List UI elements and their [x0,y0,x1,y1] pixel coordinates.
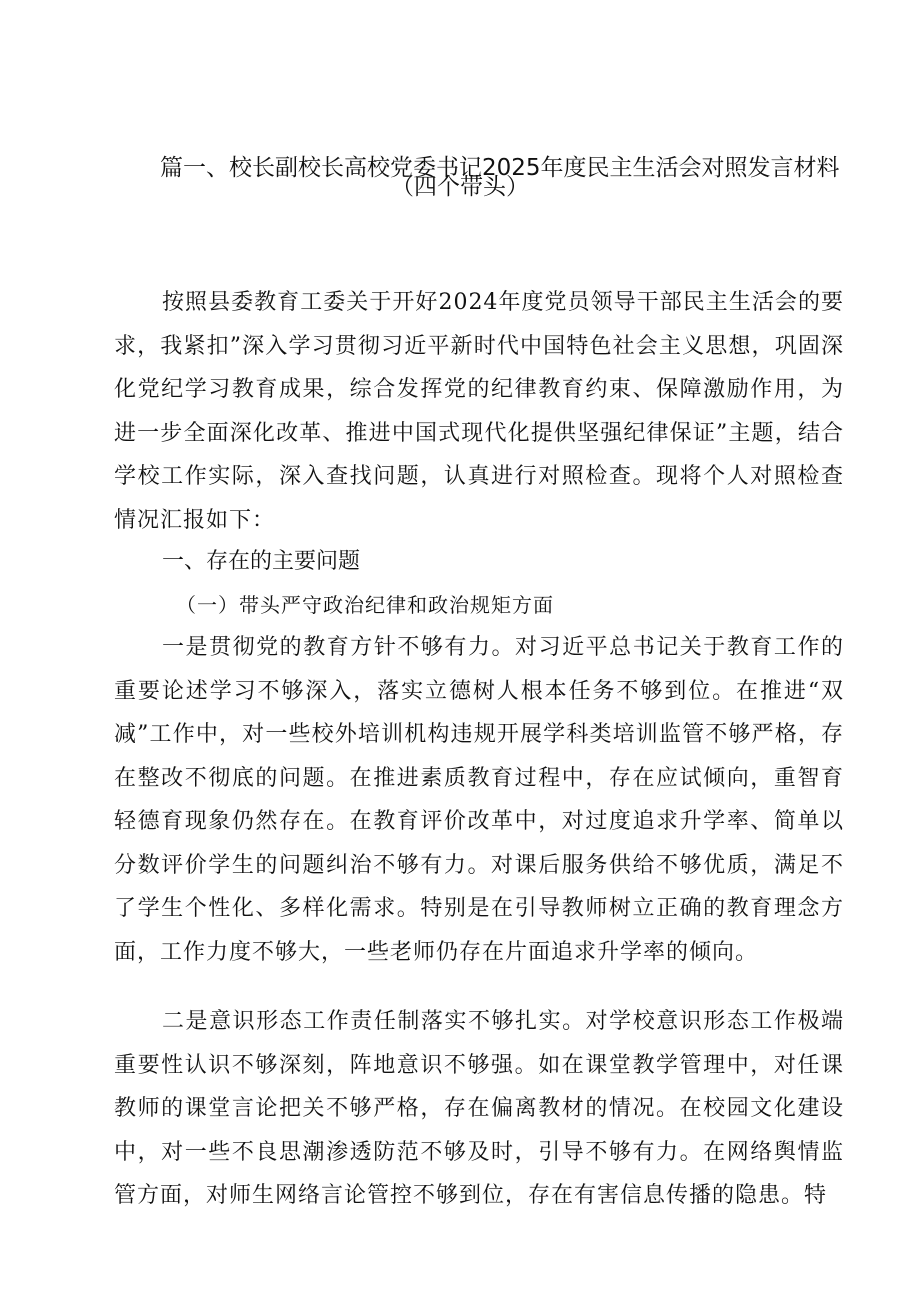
subsection-heading: （一）带头严守政治纪律和政治规矩方面 [176,593,554,617]
body-paragraph-2: 二是意识形态工作责任制落实不够扎实。对学校意识形态工作极端重要性认识不够深刻，阵地意识不够强。如在课堂教学管理中，对任课教师的课堂言论把关不够严格，存在偏离教材的情况。在校园文化建设中，对一些不良思潮渗透防范不够及时，引导不够有力。在网络舆情监管方面，对师生网络言论管控不够到位，存在有害信息传播的隐患。特 [114,1009,844,1208]
section-heading: 一、存在的主要问题 [162,549,361,574]
document-title-line1: 篇一、校长副校长高校党委书记2025年度民主生活会对照发言材料 [160,155,840,181]
document-title-line2: （四个带头） [391,174,529,200]
intro-paragraph: 按照县委教育工委关于开好2024年度党员领导干部民主生活会的要求，我紧扣”深入学习贯彻习近平新时代中国特色社会主义思想，巩固深化党纪学习教育成果，综合发挥党的纪律教育约束、保障激励作用，为进一步全面深化改革、推进中国式现代化提供坚强纪律保证”主题，结合学校工作实际，深入查找问题，认真进行对照检查。现将个人对照检查情况汇报如下： [114,290,844,533]
body-paragraph-1: 一是贯彻党的教育方针不够有力。对习近平总书记关于教育工作的重要论述学习不够深入，落实立德树人根本任务不够到位。在推进“双减”工作中，对一些校外培训机构违规开展学科类培训监管不够严格，存在整改不彻底的问题。在推进素质教育过程中，存在应试倾向，重智育轻德育现象仍然存在。在教育评价改革中，对过度追求升学率、简单以分数评价学生的问题纠治不够有力。对课后服务供给不够优质，满足不了学生个性化、多样化需求。特别是在引导教师树立正确的教育理念方面，工作力度不够大，一些老师仍存在片面追求升学率的倾向。 [114,635,844,965]
